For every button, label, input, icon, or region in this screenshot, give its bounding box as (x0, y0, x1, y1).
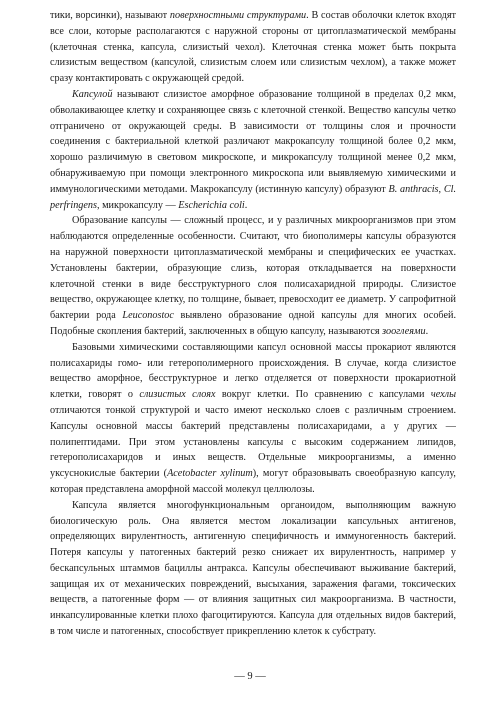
text-run: , (438, 183, 444, 195)
text-run: . (425, 325, 429, 337)
text-run: ), могут образовывать своеобразную капсулу, которая представлена аморфной массой молекул целлюлозы. (50, 468, 456, 495)
text-run: выявлено образование одной капсулы для многих особей. Подобные скопления бактерий, заключенных в общую капсулу, называются (50, 310, 456, 337)
italic-term: Acetobacter xylinum (167, 468, 253, 480)
text-run: Базовыми химическими составляющими капсул основной массы прокариот являются полисахариды гомо- или гетерополимерного происхождения. В случае, когда слизистое вещество аморфное, бесструктурное и легко отделяется от поверхности прокариотной клетки, говорят о (50, 341, 456, 401)
italic-term: Капсулой (72, 88, 113, 100)
italic-term: B. anthracis (388, 183, 439, 195)
text-run: Образование капсулы — сложный процесс, и у различных микроорганизмов при этом наблюдаются определенные особенности. Считают, что биополимеры капсулы образуются на наружной поверхности цитоплазматической мембраны и специфических ее участках. Установлены бактерии, образующие слизь, которая откладывается на поверхности клеточной стенки в виде бесструктурного слоя полисахаридной природы. Слизистое вещество, окружающее клетку, по толщине, бывает, превосходит ее диаметр. У сапрофитной бактерии рода (50, 215, 456, 322)
paragraph-5 (50, 498, 456, 640)
text-run: называют слизистое аморфное образование толщиной в пределах 0,2 мкм, обволакивающее клетку и сохраняющее связь с клеточной стенкой. Вещество капсулы четко отграничено от окружающей среды. В зависимости от толщины слоя и прочности соединения с бактериальной клеткой различают макрокапсулу толщиной более 0,2 мкм, хорошо различимую в световом микроскопе, и микрокапсулу толщиной менее 0,2 мкм, обнаруживаемую при помощи электронного микроскопа или выявляемую химическими и иммунологическими методами. Макрокапсулу (истинную капсулу) образуют (50, 88, 456, 195)
italic-term: Leuconostoc (122, 310, 174, 322)
text-run: , микрокапсулу — (96, 199, 179, 211)
text-run: Капсула является многофункциональным органоидом, выполняющим важную биологическую роль. Она является местом локализации капсульных антигенов, определяющих вирулентность, антигенную специфичность и иммуногенность бактерий. Потеря капсулы у патогенных бактерий резко снижает их вирулентность, например у бескапсульных штаммов бациллы антракса. Капсулы обеспечивают выживание бактерий, защищая их от механических повреждений, высыхания, заражения фагами, токсических веществ, а патогенные форм — от влияния защитных сил макроорганизма. В частности, инкапсулированные клетки плохо фагоцитируются. Капсула для отдельных видов бактерий, в том числе и патогенных, способствует прикреплению клеток к субстрату. (50, 499, 456, 638)
italic-term: слизистых слоях (139, 389, 216, 401)
italic-term: Escherichia coli (178, 199, 245, 211)
page-number: — 9 — (234, 671, 266, 682)
italic-term: поверхностными структурами (169, 10, 307, 21)
text-run: . В состав оболочки клеток входят все слои, которые располагаются с наружной стороны от цитоплазматической мембраны (клеточная стенка, капсула, слизистый чехол). Клеточная стенка может быть покрыта слизистым веществом (капсулой, слизистым слоем или слизистым чехлом), а также может сразу контактировать с окружающей средой. (50, 10, 456, 85)
text-run: вокруг клетки. По сравнению с капсулами (215, 389, 431, 401)
body-text (50, 8, 456, 640)
text-run: отличаются тонкой структурой и часто имеют несколько слоев с различным строением. Капсулы основной массы бактерий представлены полисахаридами, а у других — полипептидами. При этом установлены капсулы с высоким содержанием липидов, гетерополисахаридов и иных веществ. Отдельные микроорганизмы, а именно уксуснокислые бактерии ( (50, 404, 456, 480)
paragraph-4 (50, 340, 456, 498)
paragraph-2 (50, 87, 456, 213)
text-run: . (244, 199, 248, 211)
paragraph-1 (50, 8, 456, 87)
italic-term: чехлы (430, 389, 456, 401)
italic-term: Cl. perfringens (50, 183, 456, 211)
paragraph-3 (50, 213, 456, 339)
text-run: тики, ворсинки), называют (50, 10, 170, 21)
italic-term: зооглеями (382, 325, 426, 337)
